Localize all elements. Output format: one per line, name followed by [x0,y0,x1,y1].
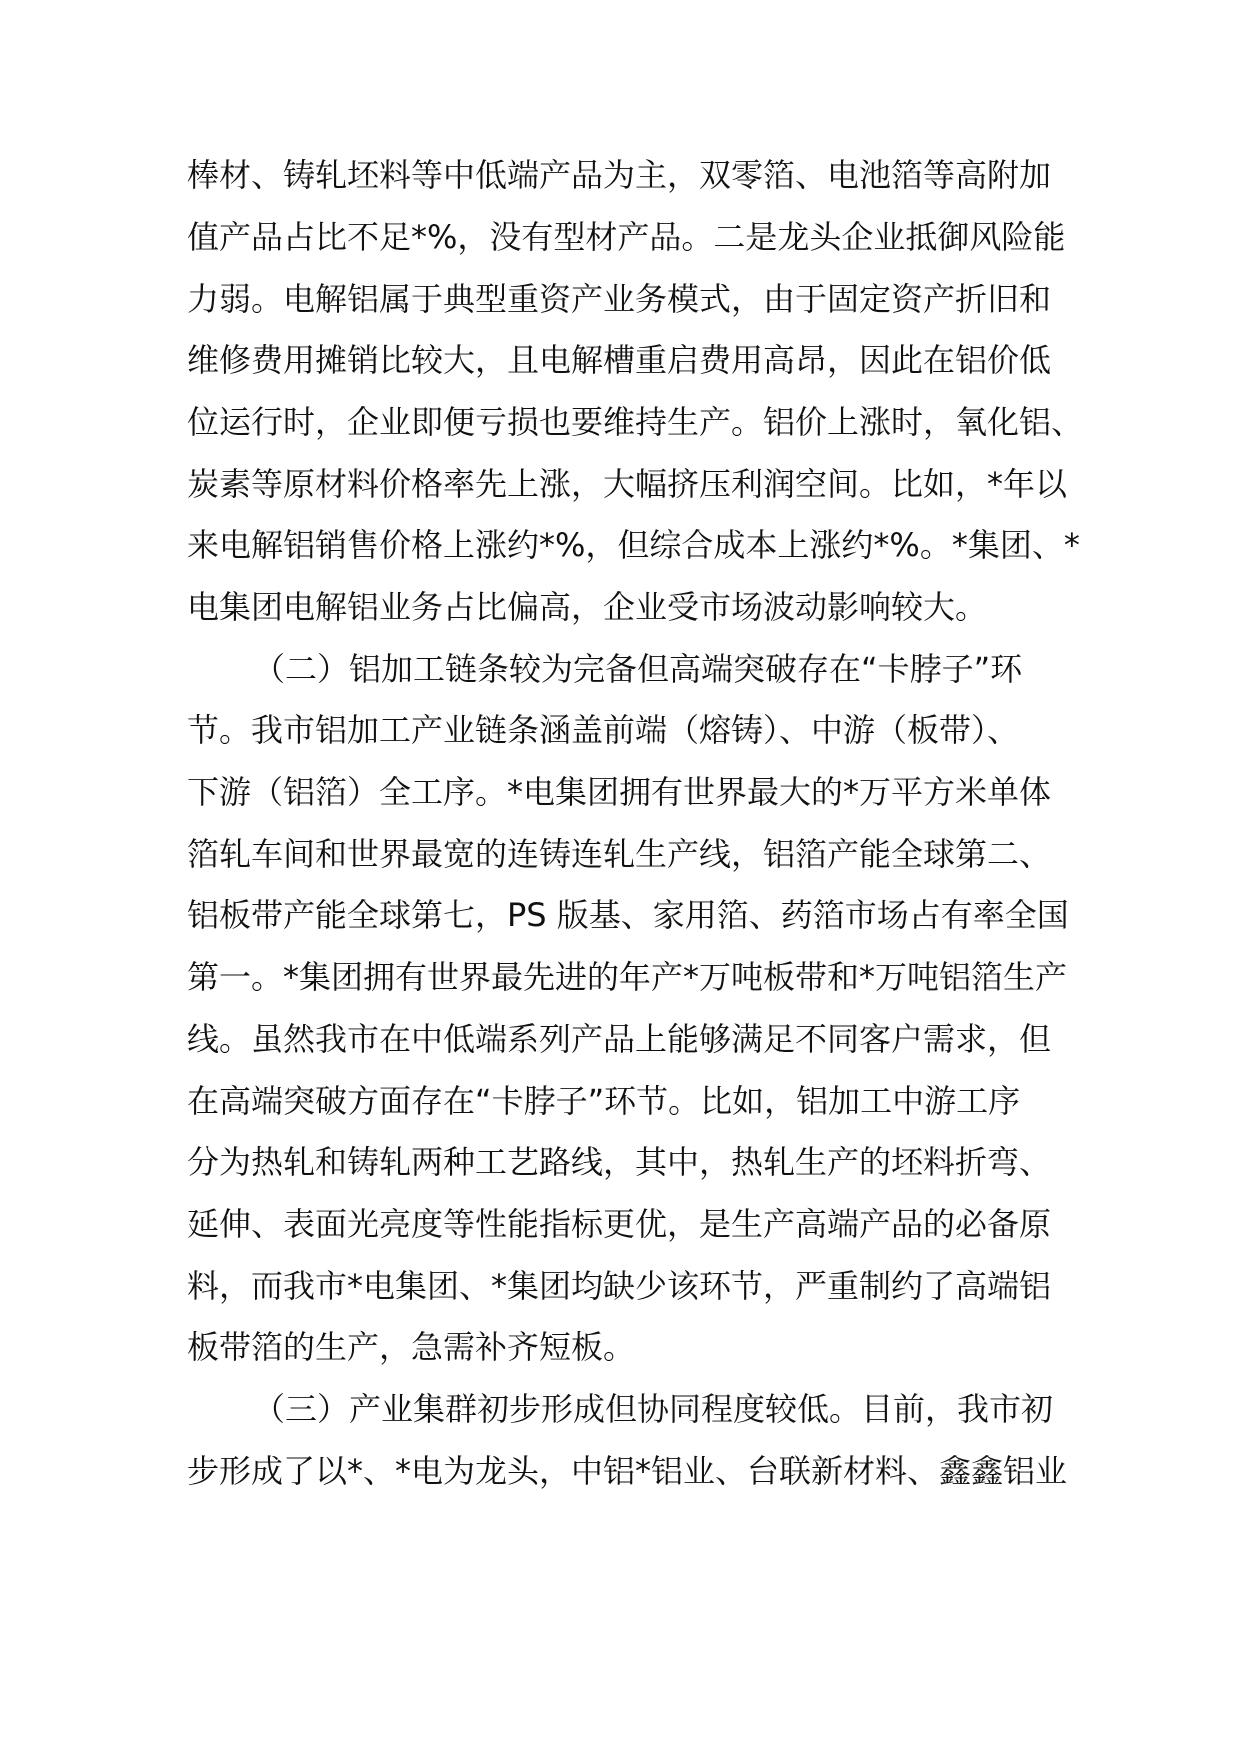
body-line: 维修费用摊销比较大，且电解槽重启费用高昂，因此在铝价低 [187,341,1052,379]
body-line: 棒材、铸轧坯料等中低端产品为主，双零箔、电池箔等高附加 [187,156,1052,194]
body-line: 电集团电解铝业务占比偏高，企业受市场波动影响较大。 [187,588,988,626]
body-line: 炭素等原材料价格率先上涨，大幅挤压利润空间。比如，*年以 [187,465,1068,503]
body-line: 来电解铝销售价格上涨约*%，但综合成本上涨约*%。*集团、* [187,526,1080,564]
body-line: 延伸、表面光亮度等性能指标更优，是生产高端产品的必备原 [187,1205,1052,1243]
body-line: 料，而我市*电集团、*集团均缺少该环节，严重制约了高端铝 [187,1267,1052,1305]
section-heading-line: （三）产业集群初步形成但协同程度较低。目前，我市初 [253,1390,1054,1428]
body-line: 箔轧车间和世界最宽的连铸连轧生产线，铝箔产能全球第二、 [187,835,1052,873]
body-line: 板带箔的生产，急需补齐短板。 [187,1328,636,1366]
section-heading-line: （二）铝加工链条较为完备但高端突破存在“卡脖子”环 [253,650,1023,688]
body-line: 下游（铝箔）全工序。*电集团拥有世界最大的*万平方米单体 [187,773,1052,811]
body-line: 值产品占比不足*%，没有型材产品。二是龙头企业抵御风险能 [187,218,1066,256]
body-line: 力弱。电解铝属于典型重资产业务模式，由于固定资产折旧和 [187,280,1052,318]
body-line: 铝板带产能全球第七，PS 版基、家用箔、药箔市场占有率全国 [187,896,1069,934]
body-line: 步形成了以*、*电为龙头，中铝*铝业、台联新材料、鑫鑫铝业 [187,1452,1068,1490]
body-line: 线。虽然我市在中低端系列产品上能够满足不同客户需求，但 [187,1020,1052,1058]
body-line: 位运行时，企业即便亏损也要维持生产。铝价上涨时，氧化铝、 [187,403,1084,441]
body-line: 第一。*集团拥有世界最先进的年产*万吨板带和*万吨铝箔生产 [187,958,1068,996]
body-line: 在高端突破方面存在“卡脖子”环节。比如，铝加工中游工序 [187,1082,1021,1120]
body-line: 节。我市铝加工产业链条涵盖前端（熔铸）、中游（板带）、 [187,711,1020,749]
body-line: 分为热轧和铸轧两种工艺路线，其中，热轧生产的坯料折弯、 [187,1143,1052,1181]
